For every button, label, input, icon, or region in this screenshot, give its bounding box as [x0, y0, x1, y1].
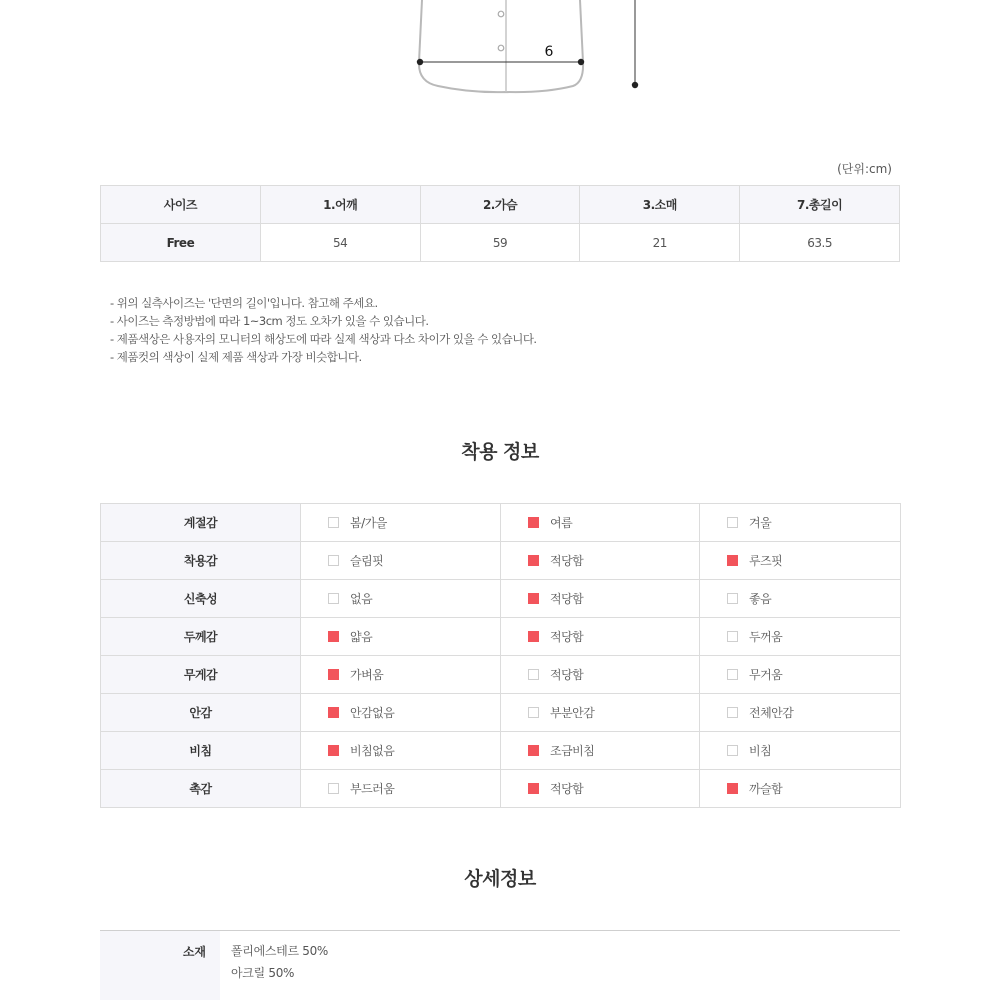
fit-option: [301, 732, 501, 770]
size-header-cell: 7.총길이: [740, 186, 900, 224]
fit-info-table: [100, 503, 901, 808]
fit-option-label: 얇음: [350, 630, 373, 644]
fit-option-label: 가벼움: [350, 668, 384, 682]
detail-info-table: [100, 930, 900, 1000]
detail-info-title: 상세정보: [464, 868, 536, 890]
garment-illustration: [0, 0, 1000, 100]
unchecked-box-icon: [328, 555, 339, 566]
measure-dot-length: [632, 82, 638, 88]
fit-row-label: 두께감: [101, 618, 301, 656]
checked-box-icon: [328, 669, 339, 680]
fit-option-label: 적당함: [550, 668, 584, 682]
size-notes: [110, 294, 537, 366]
fit-row-label: 촉감: [101, 770, 301, 808]
fit-option-label: 안감없음: [350, 706, 395, 720]
size-value-cell: 54: [260, 224, 420, 262]
unchecked-box-icon: [328, 593, 339, 604]
checked-box-icon: [528, 593, 539, 604]
fit-option: [301, 694, 501, 732]
material-item: 폴리에스테르 50%: [231, 944, 329, 958]
checked-box-icon: [328, 707, 339, 718]
fit-option: [501, 618, 700, 656]
fit-option-label: 없음: [350, 592, 373, 606]
checked-box-icon: [528, 555, 539, 566]
table-row: [101, 504, 901, 542]
fit-option: [301, 542, 501, 580]
table-row: [101, 618, 901, 656]
fit-option-label: 전체안감: [749, 706, 794, 720]
unchecked-box-icon: [328, 783, 339, 794]
fit-option-label: 적당함: [550, 592, 584, 606]
size-header-cell: 사이즈: [101, 186, 261, 224]
checked-box-icon: [328, 745, 339, 756]
fit-option-label: 적당함: [550, 630, 584, 644]
table-row: [101, 580, 901, 618]
fit-option: [501, 656, 700, 694]
fit-option: [700, 504, 901, 542]
fit-option-label: 조금비침: [550, 744, 595, 758]
fit-option-label: 여름: [550, 516, 573, 530]
fit-option-label: 두꺼움: [749, 630, 783, 644]
unchecked-box-icon: [528, 707, 539, 718]
fit-option: [301, 504, 501, 542]
material-list: [231, 943, 328, 987]
fit-option-label: 적당함: [550, 782, 584, 796]
measure-label: 6: [544, 44, 554, 60]
checked-box-icon: [328, 631, 339, 642]
unchecked-box-icon: [328, 517, 339, 528]
fit-option-label: 겨울: [749, 516, 772, 530]
fit-row-label: 무게감: [101, 656, 301, 694]
unchecked-box-icon: [727, 707, 738, 718]
checked-box-icon: [528, 745, 539, 756]
fit-option-label: 비침: [749, 744, 772, 758]
size-table-header-row: [101, 186, 900, 224]
size-table: [100, 185, 900, 262]
fit-option-label: 좋음: [749, 592, 772, 606]
fit-option: [700, 618, 901, 656]
size-value-cell: 63.5: [740, 224, 900, 262]
fit-option: [501, 694, 700, 732]
note-item: - 제품컷의 색상이 실제 제품 색상과 가장 비슷합니다.: [110, 350, 362, 364]
fit-option: [700, 770, 901, 808]
fit-option-label: 부드러움: [350, 782, 395, 796]
fit-row-label: 비침: [101, 732, 301, 770]
table-row: [101, 656, 901, 694]
fit-option: [700, 542, 901, 580]
size-name-cell: Free: [101, 224, 261, 262]
checked-box-icon: [528, 517, 539, 528]
fit-option: [700, 656, 901, 694]
fit-info-title: 착용 정보: [461, 441, 539, 463]
size-header-cell: 3.소매: [580, 186, 740, 224]
fit-row-label: 계절감: [101, 504, 301, 542]
table-row: [101, 542, 901, 580]
note-item: - 제품색상은 사용자의 모니터의 해상도에 따라 실제 색상과 다소 차이가 있을 수 있습니다.: [110, 332, 537, 346]
table-row: [101, 770, 901, 808]
fit-option: [700, 732, 901, 770]
measure-dot-left: [417, 59, 423, 65]
fit-option: [301, 656, 501, 694]
detail-label-material: 소재: [100, 931, 220, 1000]
note-item: - 사이즈는 측정방법에 따라 1~3cm 정도 오차가 있을 수 있습니다.: [110, 314, 429, 328]
fit-option-label: 무거움: [749, 668, 783, 682]
checked-box-icon: [727, 555, 738, 566]
fit-option-label: 슬림핏: [350, 554, 384, 568]
fit-option: [501, 732, 700, 770]
checked-box-icon: [528, 783, 539, 794]
checked-box-icon: [528, 631, 539, 642]
size-value-cell: 21: [580, 224, 740, 262]
fit-option: [501, 770, 700, 808]
fit-option: [501, 580, 700, 618]
fit-option-label: 봄/가을: [350, 516, 387, 530]
fit-option-label: 부분안감: [550, 706, 595, 720]
fit-option: [301, 580, 501, 618]
material-item: 아크릴 50%: [231, 966, 295, 980]
size-header-cell: 2.가슴: [420, 186, 580, 224]
unchecked-box-icon: [727, 631, 738, 642]
size-value-cell: 59: [420, 224, 580, 262]
unchecked-box-icon: [528, 669, 539, 680]
fit-row-label: 안감: [101, 694, 301, 732]
fit-option: [301, 618, 501, 656]
fit-option-label: 루즈핏: [749, 554, 783, 568]
unchecked-box-icon: [727, 517, 738, 528]
unchecked-box-icon: [727, 593, 738, 604]
table-row: [101, 694, 901, 732]
fit-row-label: 신축성: [101, 580, 301, 618]
unit-label: (단위:cm): [837, 162, 892, 176]
fit-option-label: 적당함: [550, 554, 584, 568]
fit-row-label: 착용감: [101, 542, 301, 580]
fit-option-label: 비침없음: [350, 744, 395, 758]
checked-box-icon: [727, 783, 738, 794]
note-item: - 위의 실측사이즈는 '단면의 길이'입니다. 참고해 주세요.: [110, 296, 378, 310]
button-1: [498, 11, 504, 17]
fit-option-label: 까슬함: [749, 782, 783, 796]
unchecked-box-icon: [727, 745, 738, 756]
fit-option: [301, 770, 501, 808]
unchecked-box-icon: [727, 669, 738, 680]
fit-option: [700, 694, 901, 732]
table-row: [101, 224, 900, 262]
fit-option: [501, 542, 700, 580]
fit-option: [501, 504, 700, 542]
measure-dot-right: [578, 59, 584, 65]
size-header-cell: 1.어깨: [260, 186, 420, 224]
button-2: [498, 45, 504, 51]
fit-option: [700, 580, 901, 618]
table-row: [101, 732, 901, 770]
